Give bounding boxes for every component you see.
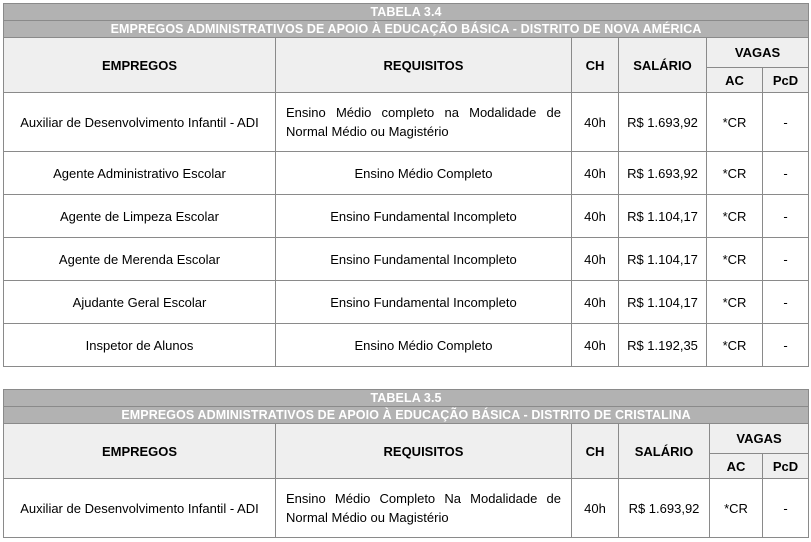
- cell-emprego: Agente de Merenda Escolar: [4, 238, 276, 281]
- cell-pcd: -: [763, 479, 809, 538]
- cell-salario: R$ 1.104,17: [619, 238, 707, 281]
- header-salario: SALÁRIO: [619, 38, 707, 93]
- table-row: [4, 238, 809, 281]
- cell-ac: *CR: [710, 479, 763, 538]
- header-ch: CH: [572, 38, 619, 93]
- cell-pcd: -: [763, 324, 809, 367]
- cell-emprego: Agente Administrativo Escolar: [4, 152, 276, 195]
- cell-ch: 40h: [572, 479, 619, 538]
- cell-emprego: Agente de Limpeza Escolar: [4, 195, 276, 238]
- cell-salario: R$ 1.693,92: [619, 93, 707, 152]
- header-requisitos: REQUISITOS: [276, 424, 572, 479]
- cell-emprego: Auxiliar de Desenvolvimento Infantil - ADI: [4, 93, 276, 152]
- table-row: [4, 479, 809, 538]
- cell-ac: *CR: [707, 281, 763, 324]
- cell-ac: *CR: [707, 195, 763, 238]
- cell-requisitos: Ensino Médio Completo Na Modalidade de Normal Médio ou Magistério: [276, 479, 572, 538]
- cell-ac: *CR: [707, 238, 763, 281]
- cell-emprego: Inspetor de Alunos: [4, 324, 276, 367]
- cell-salario: R$ 1.104,17: [619, 281, 707, 324]
- header-ch: CH: [572, 424, 619, 479]
- cell-requisitos: Ensino Fundamental Incompleto: [276, 195, 572, 238]
- header-ac: AC: [707, 68, 763, 93]
- cell-pcd: -: [763, 195, 809, 238]
- cell-ch: 40h: [572, 152, 619, 195]
- cell-requisitos: Ensino Fundamental Incompleto: [276, 281, 572, 324]
- cell-ch: 40h: [572, 281, 619, 324]
- cell-pcd: -: [763, 152, 809, 195]
- table-caption: TABELA 3.5: [4, 390, 809, 407]
- table-row: [4, 195, 809, 238]
- header-ac: AC: [710, 454, 763, 479]
- cell-ch: 40h: [572, 238, 619, 281]
- cell-requisitos: Ensino Fundamental Incompleto: [276, 238, 572, 281]
- header-pcd: PcD: [763, 454, 809, 479]
- header-empregos: EMPREGOS: [4, 424, 276, 479]
- cell-requisitos: Ensino Médio Completo: [276, 324, 572, 367]
- cell-salario: R$ 1.693,92: [619, 152, 707, 195]
- cell-salario: R$ 1.104,17: [619, 195, 707, 238]
- cell-ac: *CR: [707, 324, 763, 367]
- table-3-4: [3, 3, 809, 367]
- header-salario: SALÁRIO: [619, 424, 710, 479]
- table-row: [4, 152, 809, 195]
- cell-requisitos: Ensino Médio completo na Modalidade de Normal Médio ou Magistério: [276, 93, 572, 152]
- cell-pcd: -: [763, 238, 809, 281]
- cell-ch: 40h: [572, 195, 619, 238]
- table-3-5: [3, 389, 809, 538]
- cell-emprego: Auxiliar de Desenvolvimento Infantil - ADI: [4, 479, 276, 538]
- header-pcd: PcD: [763, 68, 809, 93]
- table-subtitle: EMPREGOS ADMINISTRATIVOS DE APOIO À EDUCAÇÃO BÁSICA - DISTRITO DE NOVA AMÉRICA: [4, 21, 809, 38]
- table-subtitle: EMPREGOS ADMINISTRATIVOS DE APOIO À EDUCAÇÃO BÁSICA - DISTRITO DE CRISTALINA: [4, 407, 809, 424]
- cell-ch: 40h: [572, 324, 619, 367]
- cell-salario: R$ 1.192,35: [619, 324, 707, 367]
- cell-ac: *CR: [707, 93, 763, 152]
- table-caption: TABELA 3.4: [4, 4, 809, 21]
- cell-requisitos: Ensino Médio Completo: [276, 152, 572, 195]
- table-row: [4, 281, 809, 324]
- table-row: [4, 93, 809, 152]
- cell-salario: R$ 1.693,92: [619, 479, 710, 538]
- cell-ac: *CR: [707, 152, 763, 195]
- cell-ch: 40h: [572, 93, 619, 152]
- header-vagas: VAGAS: [707, 38, 809, 68]
- cell-pcd: -: [763, 281, 809, 324]
- cell-pcd: -: [763, 93, 809, 152]
- header-empregos: EMPREGOS: [4, 38, 276, 93]
- header-requisitos: REQUISITOS: [276, 38, 572, 93]
- header-vagas: VAGAS: [710, 424, 809, 454]
- table-row: [4, 324, 809, 367]
- cell-emprego: Ajudante Geral Escolar: [4, 281, 276, 324]
